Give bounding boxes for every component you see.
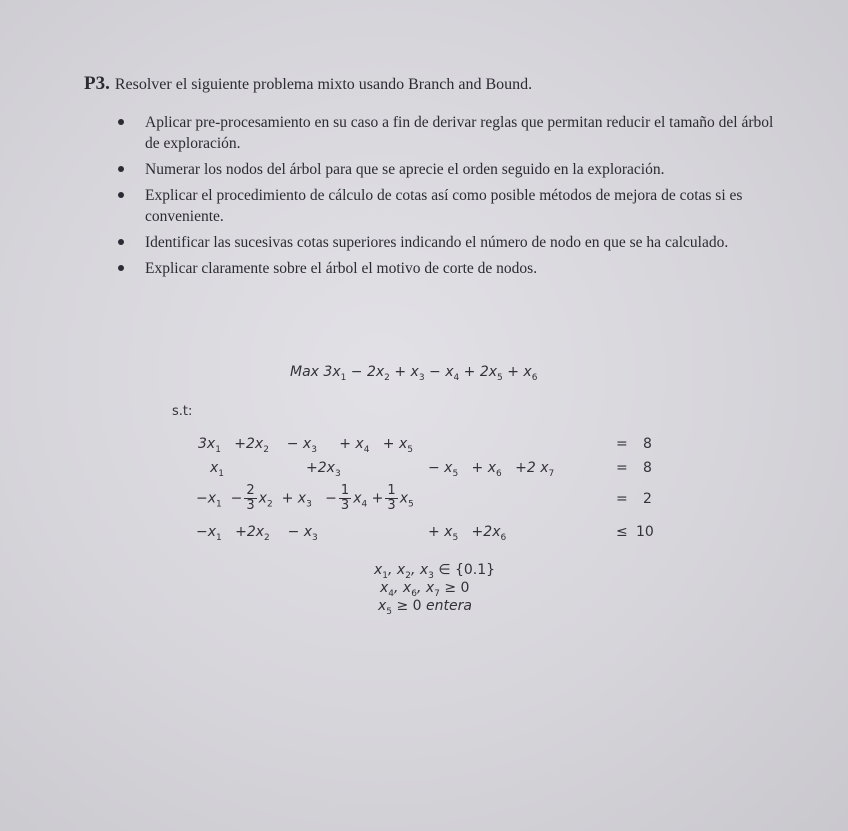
domain-binary: $x_1$, $x_2$, $x_3$ ∈ {0.1} [374,562,496,581]
constraint-3-relation: = [616,491,628,507]
instruction-item: Aplicar pre-procesamiento en su caso a fin de derivar reglas que permitan reducir el tamaño del árbol de exploración. [118,112,778,154]
problem-label: P3. [84,73,110,94]
constraint-2-rest: − $x_5 + x_6 +2$ $x_7$ [428,460,555,479]
instruction-item: Numerar los nodos del árbol para que se aprecie el orden seguido en la exploración. [118,159,778,180]
constraint-3-rhs: 2 [643,491,652,507]
constraint-1-rhs: 8 [643,436,652,452]
domain-integer: $x_5 \ge 0$ entera [378,598,472,617]
objective-prefix: Max [290,364,319,380]
instruction-item: Identificar las sucesivas cotas superiores indicando el número de nodo en que se ha calculado. [118,232,778,253]
objective-function: Max $3x_1 - 2x_2 + x_3 - x_4 + 2x_5 + x_6$ [290,364,538,383]
constraint-2-rhs: 8 [643,460,652,476]
problem-heading [84,73,532,95]
constraint-4-relation: ≤ [616,524,628,540]
constraint-2: $x_1$ [210,460,225,479]
constraint-4-rhs: 10 [636,524,654,540]
instruction-list [118,112,778,284]
domain-nonnegative: $x_4$, $x_6$, $x_7 \ge 0$ [380,580,470,599]
constraint-4-rest: + $x_5 +2x_6$ [428,524,507,543]
constraint-1-relation: = [616,436,628,452]
constraint-2-relation: = [616,460,628,476]
st-label: s.t: [172,404,193,419]
instruction-item: Explicar claramente sobre el árbol el motivo de corte de nodos. [118,258,778,279]
constraint-2-x3: $+2x_3$ [306,460,341,479]
constraint-1: $3x_1 +2x_2$ − $x_3$ + $x_4 + x_5$ [198,436,413,455]
instruction-item: Explicar el procedimiento de cálculo de cotas así como posible métodos de mejora de cotas si es conveniente. [118,185,778,227]
constraint-4: $-x_1 +2x_2$ − $x_3$ [196,524,318,543]
constraint-3: $-x_1$ − $\frac{2}{3}$ $x_2 + x_3$ − $\frac{1}{3}$ $x_4$ + $\frac{1}{3}$ $x_5$ [196,483,414,513]
problem-statement: Resolver el siguiente problema mixto usando Branch and Bound. [114,76,533,93]
